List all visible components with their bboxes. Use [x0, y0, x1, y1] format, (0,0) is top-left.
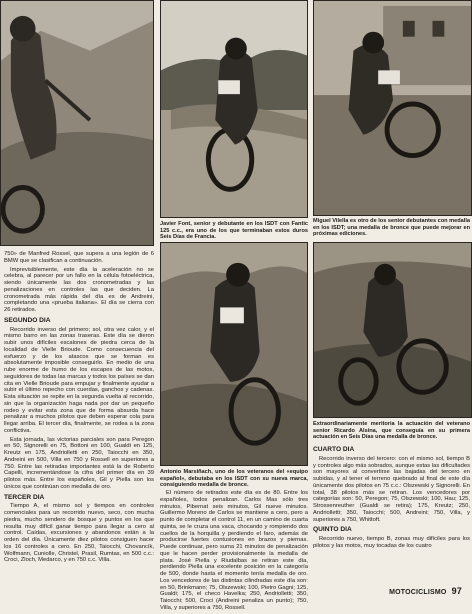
page-number: 97 — [451, 586, 462, 596]
article-column-1 — [4, 251, 154, 566]
photo-javier-font — [160, 0, 308, 218]
section-heading-segundo-dia: SEGUNDO DIA — [4, 316, 51, 324]
caption-javier-font: Javier Font, senior y debutante en los ISDT con Fantic 125 c.c., era uno de los que terminaban estos duros Seis Días de Francia. — [160, 221, 308, 241]
caption-ricardo-alsina: Extraordinariamente meritoria la actuación del veterano senior Ricardo Alsina, que conseguía en su primera actuación en Seis Días una medalla de bronce. — [313, 421, 470, 441]
caption-miguel-vilella: Miguel Vilella es otro de los senior debutantes con medalla en los ISDT; una medalla de bronce que puede mejorar en próximas ediciones. — [313, 218, 470, 238]
article-column-2 — [160, 490, 308, 614]
photo-rider-top-left — [0, 0, 154, 246]
paragraph: Esta jornada, las victorias parciales son para Peregon en 50, Signorelli en 75, Bottoni en 100, Gualdi en 125, Kreutz en 175, Andriolletti en 250, Taiocchi en 350, Andreini en 500, Villa en 750 y Rossell en superiores a 750. Entre las retiradas importantes está la de Roberto Capelli, incrementándose la cifra del primer día en 39 pilotos más. Entre los españoles, Gil y Piella son los únicos que continúan con medalla de oro. — [4, 436, 154, 490]
paragraph: Recorrido inverso del tercero: con el mismo sol, tiempo B y controles algo más sobrados, aunque estas las dificultades son mayores al convertirse las bajadas del tercero en subidas, y al tener el terreno quebrado al final de este día únicamente dos pilotos en 75 c.c.: Olszewski y Signorelli. En total, 38 pilotos más se retiran. Los vencedores por categorías son: 50, Peregon; 75, Olszewski; 100, Hau; 125, Strossenreuther (Gualdi se retira); 175, Kreutz; 250, Andriolletti; 350, Taiocchi; 500, Andreini; 750, Villa, y superiores a 750, Whittoft. — [313, 455, 470, 523]
paragraph: Recorrido inverso del primero; sol, otra vez calor, y el mismo barro en las zonas traseras. Este día se dieron subir unos difíciles escalones de piedra cerca de la localidad de Vielle Brioude. Como consecuencia del esfuerzo y de los atascos que se forman es absolutamente imposible conseguirlo. En medio de una rube enorme de humo de los escapes de las motos, seguidores de todas las marcas y todos los países se dan cita en Vielle Brioude para empujar y finalmente ayudar a subir el último repecho con cuerdas, ganchos y cadenas. Esta situación se repite en la segunda vuelta al recorrido, sin que la organización haga nada por dar un pequeño rodeo y evitar esta zona que de forma absurda hace penalizar a muchos pilotos que deben esperar cola para llegar arriba. El tercer día, finalmente, se rodea a la zona conflictiva. — [4, 326, 154, 434]
article-column-3 — [313, 447, 470, 552]
paragraph: El número de retirados este día es de 80. Entre los españoles, todos penalizan. Carlos Mas sólo tres minutos, Pibernat seis minutos, Gil nueve minutos. Guillermo Moreno de Carlos se mantiene a cero, pero a punto de completar el control 11, en un camino de cuarta quinta, se le cruza una vaca, chocando y rompiendo dos cuellos de la horquilla y perdiendo el faro, además de producirse fuertes contusiones en brazos y piernas. Puede continuar, pero suma 21 minutos de penalización que le hacen perder provisionalmente la medalla de plata. José Piella y Riudalbas se retiran este día, perdiendo Piella una excelente posición en la categoría de 500, donde hasta el momento tenía medalla de oro. Los vencedores de las distintas cilindradas este día son: en 50, Brinkmann; 75, Olszewski; 100, Pietro Gagni; 125, Gualdi; 175, el checo Havelka; 250, Andriolletti; 350, Taiocchi; 500, Croci (Andreini penaliza un punto); 750, Villa, y superiores a 750, Rossell. — [160, 490, 308, 611]
photo-antonio-marsinach — [160, 242, 308, 466]
magazine-name: MOTOCICLISMO — [389, 589, 447, 596]
photo-ricardo-alsina — [313, 242, 472, 418]
paragraph: Imprevisiblemente, este día la aceleración no se celebra, al parecer por un fallo en la célula fotoeléctrica, siendo únicamente las dos cronometradas y las penalizaciones en controles las que deciden. La cronometrada más rápida del día es de Andreini, completando una «prueba italiana». El día se cierra con 26 retirados. — [4, 266, 154, 313]
page-footer — [389, 586, 462, 596]
caption-antonio-marsinach: Antonio Marsiñach, uno de los veteranos del «equipo español», debutaba en los ISDT con su nueva marca, consiguiendo medalla de bronce. — [160, 469, 308, 489]
section-heading-cuarto-dia: CUARTO DIA — [313, 446, 355, 453]
photo-miguel-vilella — [313, 0, 472, 216]
paragraph: Recorrido nuevo, tiempo B, zonas muy difíciles para los pilotos y las motos, muy tocadas de los cuatro — [313, 536, 470, 549]
paragraph: Tiempo A, el mismo sol y tiempos en controles comenciales para un recorrido nuevo, seco, con mucha piedra, mucho sendero de bosque y puntos en los que resulta muy difícil ganar tiempo para llegar a cero al control. Caídas, excursiones y abandonos están a la orden del día. Únicamente diez pilotos consiguen hacer los 16 controles a cero. En 250, Taiocchi, Chovancík, Wolfmann, Cuniolle, Christel, Prasil, Rumtas, en 500 c.c.: Croci, Zloch, Medarco, y en 750 c.c. Villa. — [4, 503, 154, 564]
paragraph: 750» de Manfred Rossel, que supera a una legión de 6 BMW que se clasifican a continuación. — [4, 251, 154, 264]
section-heading-tercer-dia: TERCER DIA — [4, 493, 45, 501]
section-heading-quinto-dia: QUINTO DIA — [313, 526, 352, 534]
